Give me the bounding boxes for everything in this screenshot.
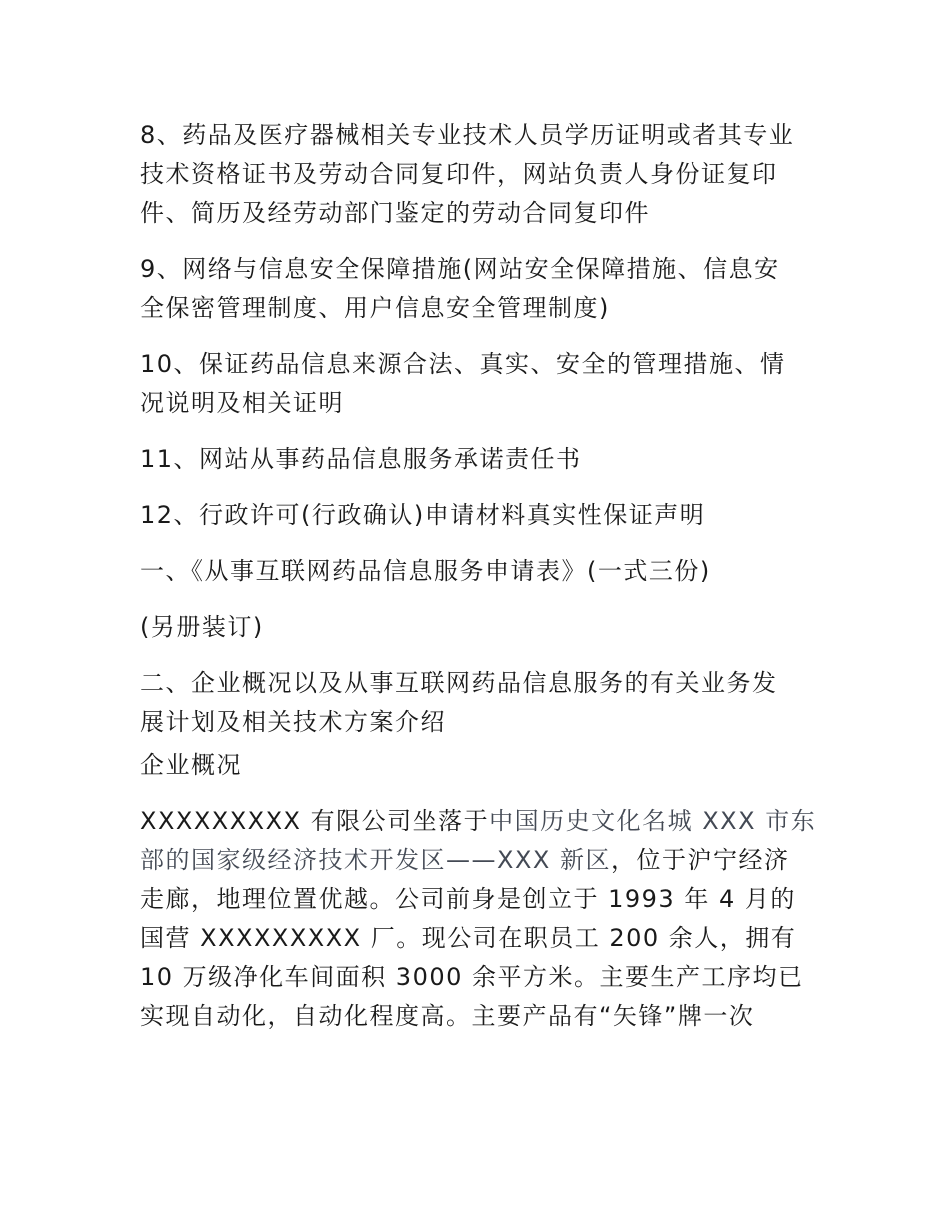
- list-item-8: [140, 116, 820, 233]
- text-line: 10 万级净化车间面积 3000 余平方米。主要生产工序均已: [140, 963, 804, 991]
- text-line: 全保密管理制度、用户信息安全管理制度): [140, 294, 610, 322]
- list-item-12: [140, 496, 820, 535]
- text-line: [140, 841, 820, 880]
- text-line: 12、行政许可(行政确认)申请材料真实性保证声明: [140, 501, 706, 529]
- text-segment: XXXXXXXXX 有限公司坐落于: [140, 807, 490, 835]
- text-line: 9、网络与信息安全保障措施(网站安全保障措施、信息安: [140, 255, 780, 283]
- text-line: 10、保证药品信息来源合法、真实、安全的管理措施、情: [140, 350, 786, 378]
- text-line: (另册装订): [140, 613, 264, 641]
- subheading-company-overview: [140, 746, 820, 785]
- section-1-note: [140, 608, 820, 647]
- text-line: 一、《从事互联网药品信息服务申请表》(一式三份): [140, 557, 711, 585]
- text-segment-muted: 部的国家级经济技术开发区——XXX 新区: [140, 846, 611, 874]
- text-line: 实现自动化，自动化程度高。主要产品有“矢锋”牌一次: [140, 1002, 755, 1030]
- text-line: 技术资格证书及劳动合同复印件，网站负责人身份证复印: [140, 160, 778, 188]
- text-line: 11、网站从事药品信息服务承诺责任书: [140, 445, 582, 473]
- section-heading-2: [140, 664, 820, 742]
- text-line: 二、企业概况以及从事互联网药品信息服务的有关业务发: [140, 669, 778, 697]
- text-line: 件、简历及经劳动部门鉴定的劳动合同复印件: [140, 199, 650, 227]
- text-line: 走廊，地理位置优越。公司前身是创立于 1993 年 4 月的: [140, 885, 796, 913]
- text-line: 展计划及相关技术方案介绍: [140, 708, 446, 736]
- text-line: 国营 XXXXXXXXX 厂。现公司在职员工 200 余人，拥有: [140, 924, 797, 952]
- list-item-9: [140, 250, 820, 328]
- subheading-text: 企业概况: [140, 751, 242, 779]
- company-overview-body: [140, 802, 820, 1036]
- text-segment: ，位于沪宁经济: [610, 846, 790, 874]
- list-item-11: [140, 440, 820, 479]
- text-segment-muted: 中国历史文化名城 XXX 市东: [489, 807, 817, 835]
- text-line: 8、药品及医疗器械相关专业技术人员学历证明或者其专业: [140, 121, 795, 149]
- text-line: 况说明及相关证明: [140, 389, 344, 417]
- list-item-10: [140, 345, 820, 423]
- text-line: [140, 802, 820, 841]
- document-page: [140, 116, 820, 1053]
- section-heading-1: [140, 552, 820, 591]
